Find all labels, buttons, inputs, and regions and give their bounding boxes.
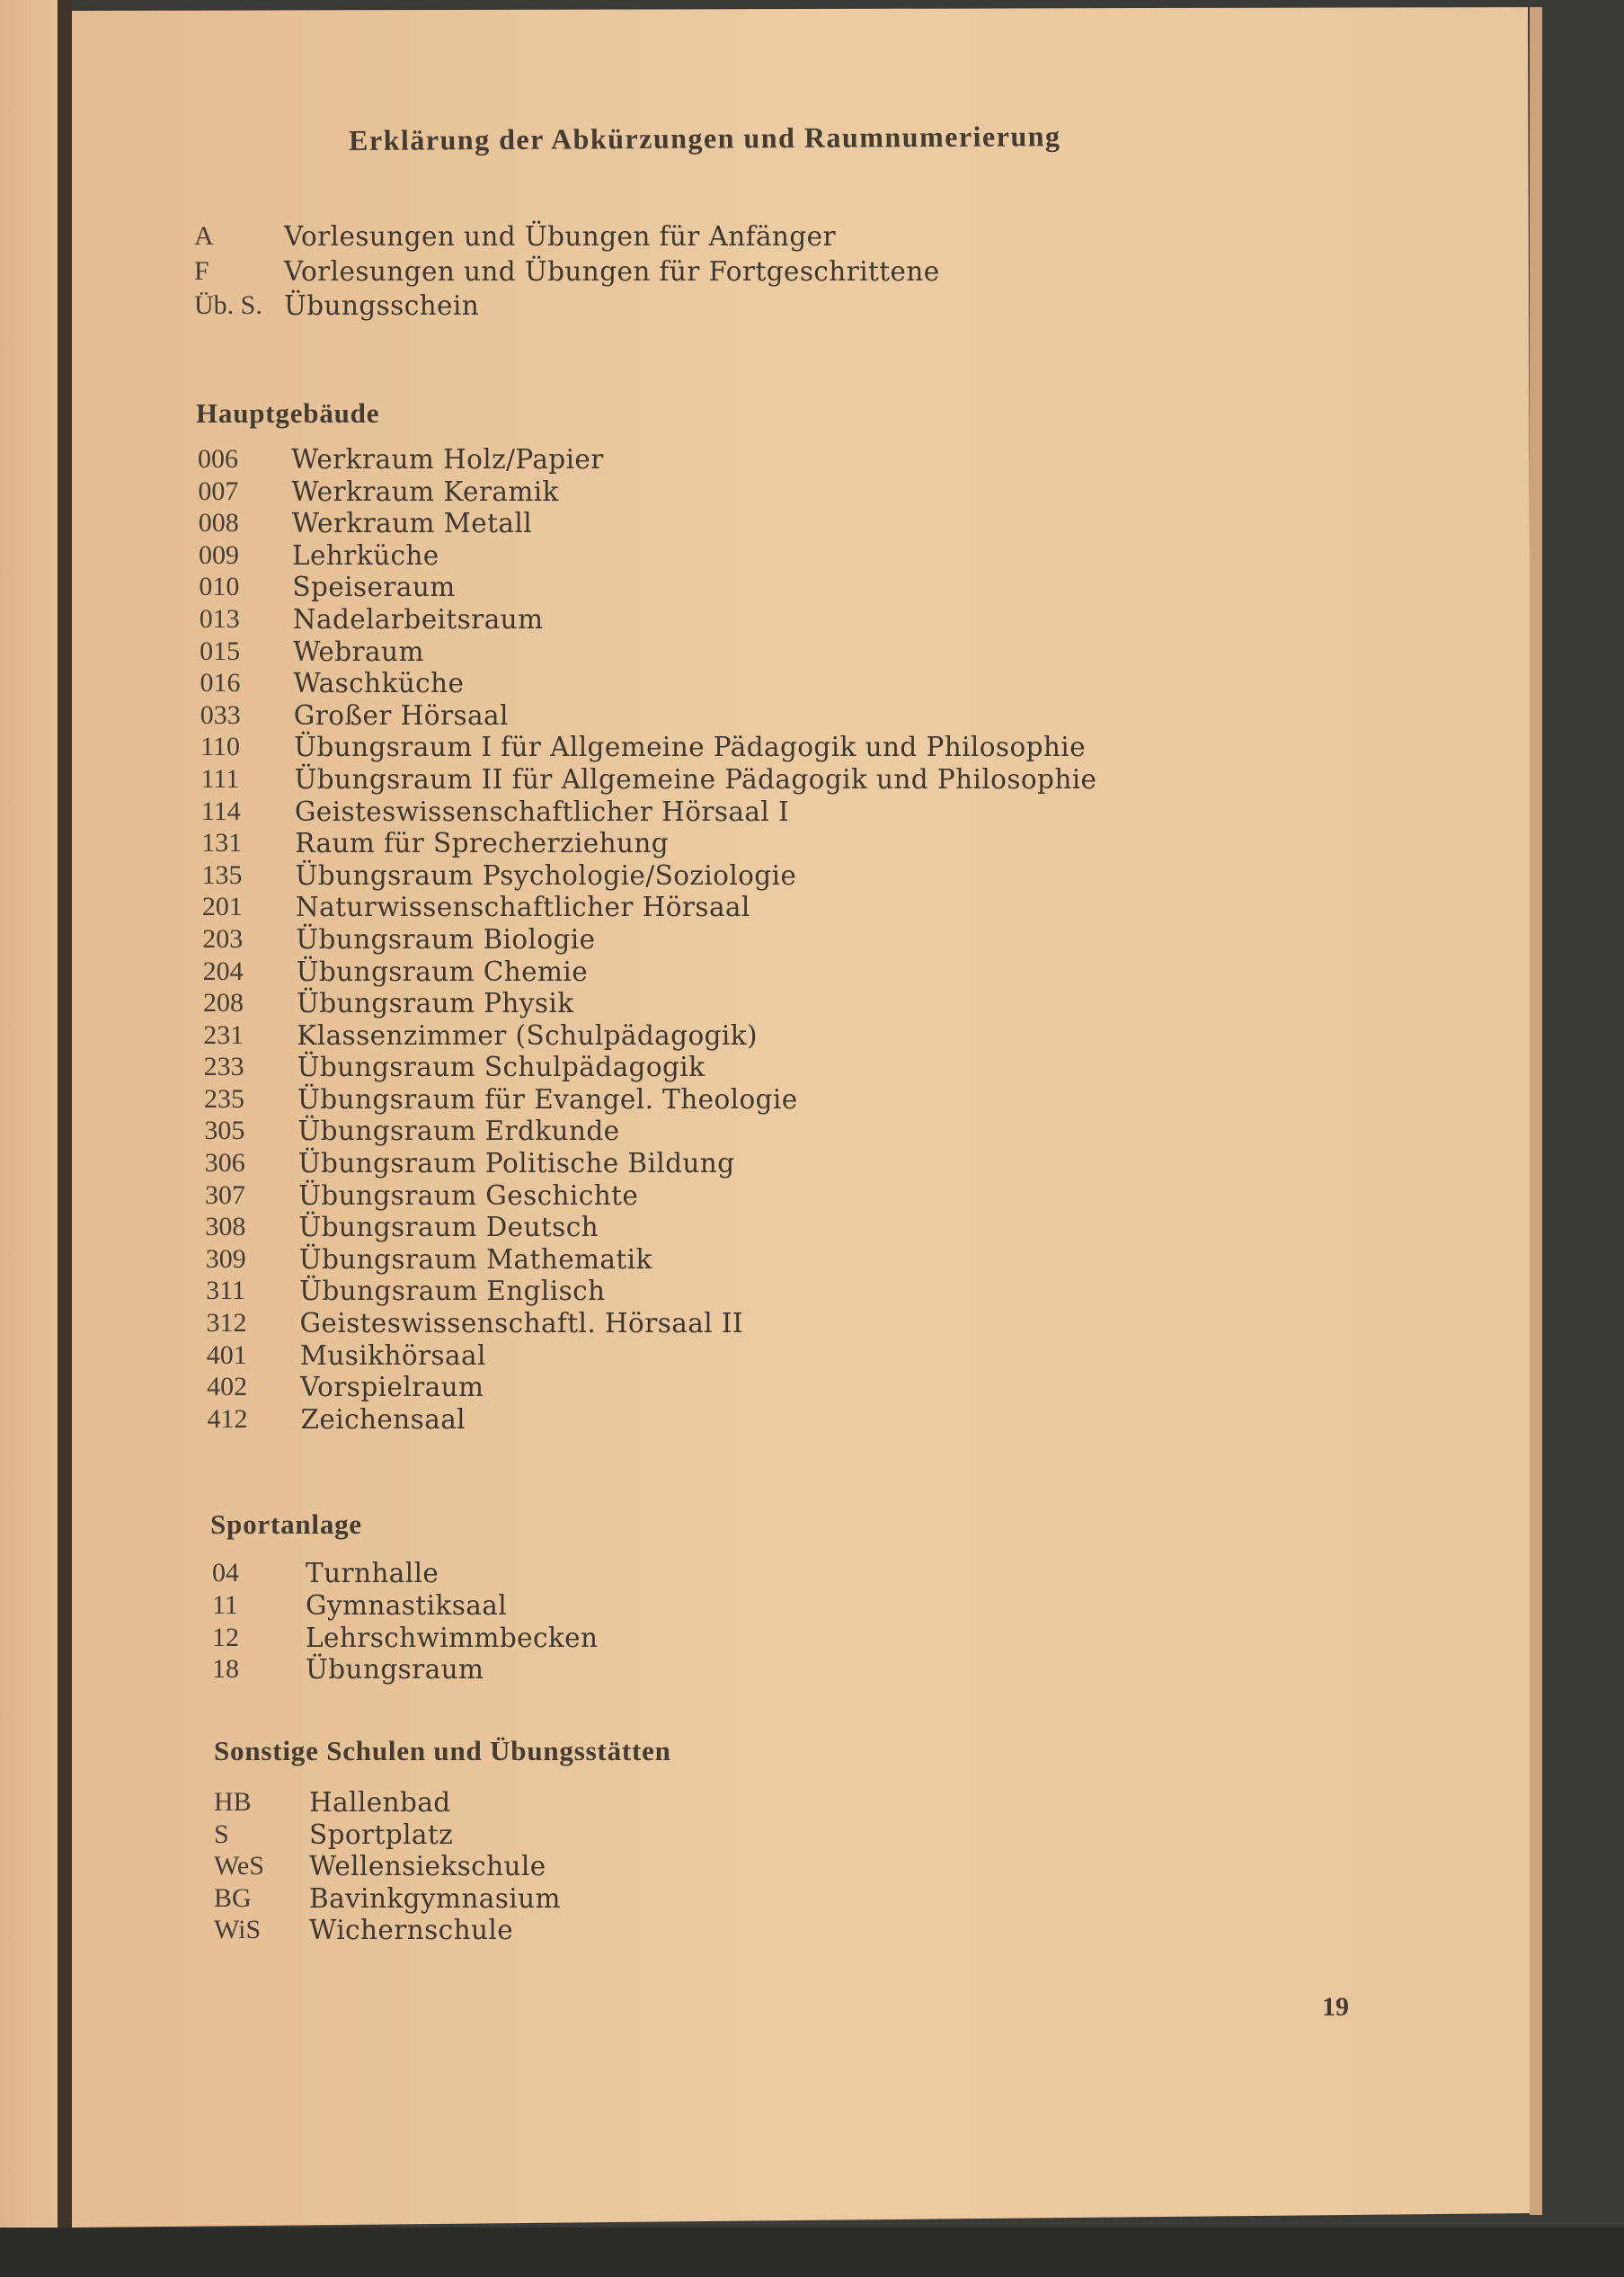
room-code: 010 xyxy=(199,572,240,602)
room-label: Raum für Sprecherziehung xyxy=(295,828,670,859)
section-heading-hauptgebaeude: Hauptgebäude xyxy=(196,397,380,429)
room-label: Wichernschule xyxy=(309,1915,514,1946)
room-code: Üb. S. xyxy=(194,290,262,320)
list-item xyxy=(205,1212,599,1244)
room-label: Übungsraum Mathematik xyxy=(298,1243,652,1275)
room-code: F xyxy=(194,255,209,286)
room-label: Geisteswissenschaftl. Hörsaal II xyxy=(299,1308,743,1339)
room-label: Vorspielraum xyxy=(300,1372,484,1403)
room-code: 013 xyxy=(199,603,240,634)
room-label: Übungsraum Physik xyxy=(296,988,574,1019)
room-label: Übungsraum Schulpädagogik xyxy=(297,1052,706,1083)
section-heading-sportanlage: Sportanlage xyxy=(210,1508,362,1540)
room-code: 016 xyxy=(200,668,241,698)
room-label: Vorlesungen und Übungen für Fortgeschrittene xyxy=(284,255,940,287)
room-label: Nadelarbeitsraum xyxy=(292,603,544,635)
list-item xyxy=(205,1243,652,1276)
list-item xyxy=(200,796,790,829)
room-label: Werkraum Keramik xyxy=(291,476,559,507)
room-code: 11 xyxy=(212,1589,238,1620)
list-item xyxy=(200,699,509,733)
section-heading-sonstige: Sonstige Schulen und Übungsstätten xyxy=(214,1735,671,1766)
room-label: Übungsraum II für Allgemeine Pädagogik und Philosophie xyxy=(294,763,1097,795)
room-label: Wellensiekschule xyxy=(309,1851,546,1882)
room-code: 233 xyxy=(203,1052,244,1082)
room-code: 009 xyxy=(199,539,240,570)
list-item xyxy=(202,923,596,956)
page-number: 19 xyxy=(1322,1992,1349,2022)
room-code: 111 xyxy=(200,763,240,794)
room-label: Werkraum Holz/Papier xyxy=(291,444,604,475)
room-label: Werkraum Metall xyxy=(291,508,533,539)
room-label: Gymnastiksaal xyxy=(306,1589,508,1621)
room-label: Lehrschwimmbecken xyxy=(306,1622,599,1653)
room-code: 015 xyxy=(200,636,241,666)
room-label: Vorlesungen und Übungen für Anfänger xyxy=(284,221,836,252)
list-item xyxy=(204,1148,735,1180)
room-code: 231 xyxy=(203,1019,244,1050)
list-item xyxy=(198,508,533,540)
room-label: Lehrküche xyxy=(292,539,439,571)
room-code: 235 xyxy=(204,1083,244,1114)
room-label: Speiseraum xyxy=(292,572,456,603)
room-code: 309 xyxy=(205,1243,246,1274)
list-item xyxy=(199,603,544,636)
room-label: Webraum xyxy=(293,636,424,667)
room-label: Hallenbad xyxy=(309,1787,451,1818)
room-label: Waschküche xyxy=(293,668,465,699)
room-code: 114 xyxy=(200,796,241,826)
room-label: Übungsraum für Evangel. Theologie xyxy=(297,1083,798,1115)
room-label: Sportplatz xyxy=(309,1819,454,1850)
rooms-list-hauptgebaeude xyxy=(198,444,1097,1436)
list-item xyxy=(206,1276,606,1308)
room-code: HB xyxy=(214,1787,252,1817)
room-label: Übungsraum Biologie xyxy=(296,923,596,955)
list-item xyxy=(198,476,559,509)
room-code: 18 xyxy=(212,1654,239,1685)
list-item xyxy=(206,1339,486,1373)
list-item xyxy=(201,859,797,893)
room-code: 204 xyxy=(202,956,244,986)
room-code: 402 xyxy=(207,1372,248,1402)
room-label: Übungsraum Erdkunde xyxy=(297,1116,620,1147)
list-item xyxy=(204,1083,798,1116)
room-code: 401 xyxy=(206,1339,247,1370)
room-label: Großer Hörsaal xyxy=(293,699,509,731)
room-label: Übungsraum Chemie xyxy=(296,956,589,987)
room-label: Übungsraum Psychologie/Soziologie xyxy=(295,859,797,891)
list-item xyxy=(202,956,589,989)
list-item xyxy=(204,1116,620,1148)
room-label: Naturwissenschaftlicher Hörsaal xyxy=(295,892,750,923)
room-label: Übungsraum I für Allgemeine Pädagogik und Philosophie xyxy=(294,732,1087,763)
room-label: Musikhörsaal xyxy=(299,1339,486,1371)
list-item xyxy=(203,1019,758,1053)
list-item xyxy=(201,828,670,860)
list-item xyxy=(199,572,456,604)
room-code: 312 xyxy=(206,1308,247,1339)
room-code: 033 xyxy=(200,699,241,730)
room-code: 305 xyxy=(204,1116,245,1146)
room-code: WeS xyxy=(214,1851,264,1881)
list-item xyxy=(205,1179,639,1213)
room-label: Übungsraum Politische Bildung xyxy=(297,1148,735,1179)
room-code: WiS xyxy=(214,1915,262,1945)
room-code: 110 xyxy=(200,732,241,762)
room-code: 006 xyxy=(198,444,238,474)
room-code: 308 xyxy=(205,1212,246,1242)
room-code: 135 xyxy=(201,859,243,890)
list-item xyxy=(200,636,424,669)
room-label: Zeichensaal xyxy=(300,1403,466,1435)
room-label: Übungsraum xyxy=(306,1654,484,1686)
room-code: 131 xyxy=(201,828,243,858)
list-item xyxy=(201,892,750,924)
room-label: Klassenzimmer (Schulpädagogik) xyxy=(297,1019,758,1051)
room-code: 007 xyxy=(198,476,239,506)
room-code: A xyxy=(194,221,214,251)
list-item xyxy=(198,444,604,476)
list-item xyxy=(206,1308,743,1340)
room-code: 201 xyxy=(201,892,243,922)
room-code: 412 xyxy=(207,1403,248,1434)
list-item xyxy=(200,668,465,700)
list-item xyxy=(202,988,574,1020)
page-title: Erklärung der Abkürzungen und Raumnumerierung xyxy=(349,120,1061,156)
room-label: Bavinkgymnasium xyxy=(309,1882,561,1914)
room-code: 306 xyxy=(204,1148,245,1179)
list-item xyxy=(200,732,1087,764)
room-code: 208 xyxy=(202,988,244,1018)
room-label: Turnhalle xyxy=(306,1558,439,1588)
list-item xyxy=(200,763,1097,796)
room-code: 008 xyxy=(198,508,239,538)
room-label: Geisteswissenschaftlicher Hörsaal I xyxy=(294,796,790,827)
room-label: Übungsraum Englisch xyxy=(299,1276,606,1307)
room-code: 203 xyxy=(202,923,244,954)
room-label: Übungsraum Geschichte xyxy=(298,1179,639,1211)
list-item xyxy=(203,1052,706,1084)
room-code: 04 xyxy=(212,1558,239,1588)
room-code: BG xyxy=(214,1882,252,1913)
room-code: 311 xyxy=(206,1276,245,1306)
room-label: Übungsschein xyxy=(284,290,480,321)
room-code: S xyxy=(214,1819,229,1849)
list-item xyxy=(199,539,439,573)
room-label: Übungsraum Deutsch xyxy=(298,1212,599,1243)
room-code: 12 xyxy=(212,1622,239,1652)
room-code: 307 xyxy=(205,1179,246,1210)
